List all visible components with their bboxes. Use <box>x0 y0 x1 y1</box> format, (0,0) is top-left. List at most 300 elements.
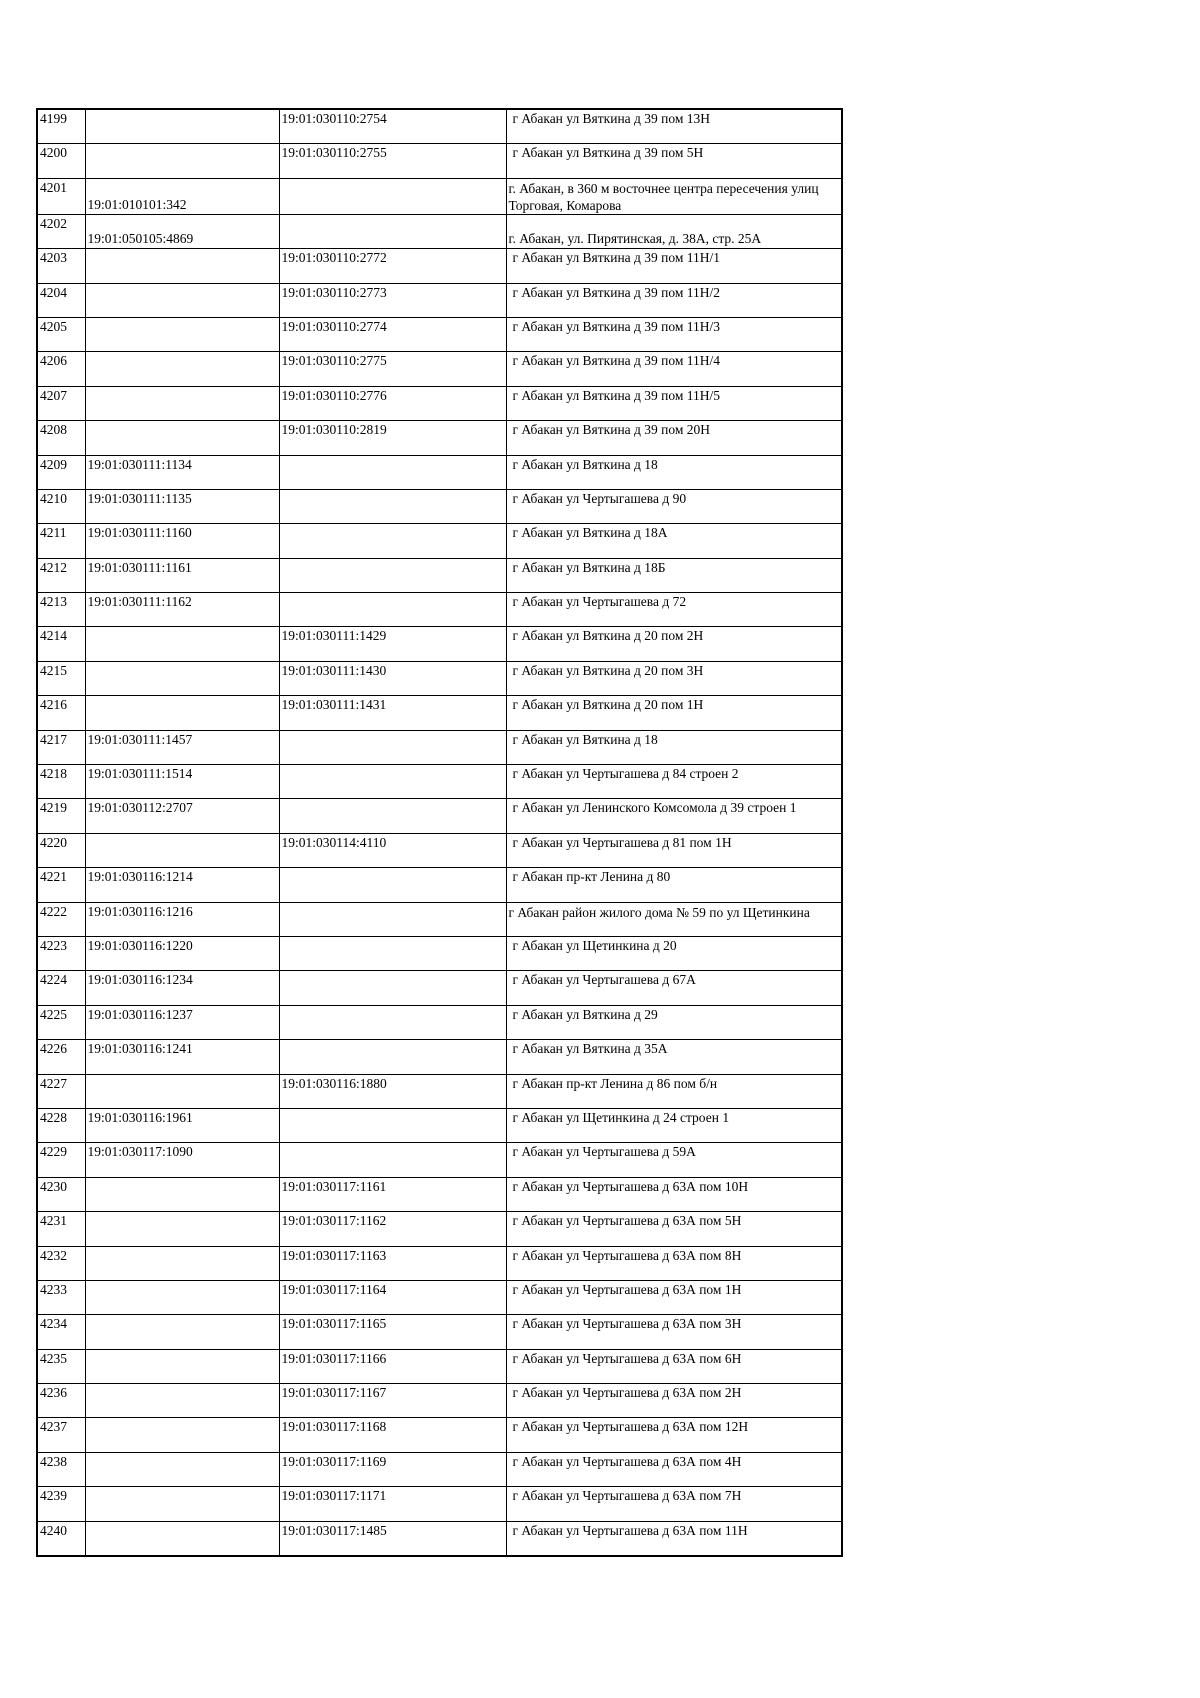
row-number: 4228 <box>40 1109 67 1125</box>
row-number: 4202 <box>40 215 67 231</box>
cadastral-number-b <box>280 524 506 525</box>
table-row <box>37 1005 842 1039</box>
cadastral-number-b: 19:01:030117:1163 <box>281 1247 387 1263</box>
table-row <box>37 1349 842 1383</box>
cadastral-number-b: 19:01:030116:1880 <box>281 1075 387 1091</box>
address: г Абакан ул Чертыгашева д 63А пом 1Н <box>512 1281 742 1297</box>
table-row <box>37 1177 842 1211</box>
row-number: 4239 <box>40 1488 67 1504</box>
cadastral-number-a-cell <box>85 1246 279 1280</box>
cadastral-number-b <box>280 731 506 732</box>
row-number-cell <box>37 1452 85 1486</box>
address-cell <box>506 730 842 764</box>
table-row <box>37 868 842 902</box>
cadastral-number-b <box>280 971 506 972</box>
row-number: 4211 <box>40 525 67 541</box>
row-number-cell <box>37 1005 85 1039</box>
cadastral-number-b: 19:01:030117:1171 <box>281 1488 387 1504</box>
row-number-cell <box>37 627 85 661</box>
cadastral-number-a-cell <box>85 1074 279 1108</box>
row-number-cell <box>37 593 85 627</box>
cadastral-number-b-cell <box>279 1452 506 1486</box>
cadastral-number-a: 19:01:010101:342 <box>87 196 187 212</box>
row-number: 4238 <box>40 1453 67 1469</box>
address: г Абакан ул Вяткина д 20 пом 2Н <box>512 628 704 644</box>
cadastral-number-b <box>280 1006 506 1007</box>
cadastral-number-a: 19:01:030116:1237 <box>87 1006 193 1022</box>
row-number-cell <box>37 489 85 523</box>
cadastral-number-a-cell <box>85 558 279 592</box>
row-number-cell <box>37 765 85 799</box>
cadastral-number-b-cell <box>279 1108 506 1142</box>
row-number: 4199 <box>40 111 67 126</box>
row-number-cell <box>37 1487 85 1521</box>
cadastral-number-a <box>86 1384 279 1385</box>
cadastral-number-a-cell <box>85 1487 279 1521</box>
cadastral-number-b-cell <box>279 1005 506 1039</box>
row-number-cell <box>37 971 85 1005</box>
cadastral-number-a <box>86 318 279 319</box>
cadastral-number-a <box>86 1281 279 1282</box>
cadastral-number-b-cell <box>279 1315 506 1349</box>
row-number-cell <box>37 178 85 214</box>
cadastral-number-a-cell <box>85 936 279 970</box>
cadastral-number-b <box>280 903 506 904</box>
row-number-cell <box>37 696 85 730</box>
cadastral-number-b <box>280 593 506 594</box>
cadastral-number-b <box>280 559 506 560</box>
table-row <box>37 249 842 283</box>
table-row <box>37 799 842 833</box>
cadastral-number-b-cell <box>279 1418 506 1452</box>
table-row <box>37 1487 842 1521</box>
address-cell <box>506 1349 842 1383</box>
address: г Абакан ул Чертыгашева д 63А пом 8Н <box>512 1247 742 1263</box>
cadastral-number-a-cell <box>85 178 279 214</box>
row-number: 4208 <box>40 422 67 438</box>
cadastral-number-b: 19:01:030117:1169 <box>281 1453 387 1469</box>
row-number-cell <box>37 214 85 248</box>
table-row <box>37 1452 842 1486</box>
cadastral-number-a: 19:01:030111:1161 <box>87 559 192 575</box>
row-number-cell <box>37 1177 85 1211</box>
cadastral-number-b-cell <box>279 1074 506 1108</box>
address-cell <box>506 765 842 799</box>
cadastral-number-b <box>280 215 506 216</box>
cadastral-number-b: 19:01:030114:4110 <box>281 834 387 850</box>
cadastral-number-a-cell <box>85 1280 279 1314</box>
row-number-cell <box>37 1143 85 1177</box>
row-number: 4235 <box>40 1350 67 1366</box>
address-cell <box>506 799 842 833</box>
cadastral-number-b <box>280 456 506 457</box>
address-cell <box>506 283 842 317</box>
cadastral-number-a-cell <box>85 593 279 627</box>
row-number-cell <box>37 1349 85 1383</box>
address-cell <box>506 1521 842 1556</box>
address-cell <box>506 144 842 178</box>
cadastral-number-b-cell <box>279 1143 506 1177</box>
address-cell <box>506 1246 842 1280</box>
cadastral-number-b-cell <box>279 1040 506 1074</box>
row-number-cell <box>37 1108 85 1142</box>
cadastral-number-a-cell <box>85 249 279 283</box>
table-row <box>37 178 842 214</box>
row-number-cell <box>37 352 85 386</box>
address-cell <box>506 1177 842 1211</box>
address-cell <box>506 868 842 902</box>
row-number: 4231 <box>40 1213 67 1229</box>
cadastral-number-a: 19:01:050105:4869 <box>87 231 194 247</box>
table-row <box>37 421 842 455</box>
row-number-cell <box>37 902 85 936</box>
cadastral-number-a <box>86 421 279 422</box>
row-number: 4233 <box>40 1281 67 1297</box>
address: г Абакан ул Вяткина д 39 пом 20Н <box>512 422 711 438</box>
row-number: 4200 <box>40 145 67 161</box>
table-row <box>37 524 842 558</box>
cadastral-number-b: 19:01:030111:1429 <box>281 628 387 644</box>
cadastral-number-a <box>86 1453 279 1454</box>
address-cell <box>506 317 842 351</box>
row-number-cell <box>37 144 85 178</box>
table-row <box>37 1384 842 1418</box>
cadastral-number-a <box>86 1522 279 1523</box>
cadastral-number-b: 19:01:030117:1166 <box>281 1350 387 1366</box>
cadastral-number-a: 19:01:030112:2707 <box>87 800 193 816</box>
cadastral-number-b-cell <box>279 1349 506 1383</box>
cadastral-number-b-cell <box>279 144 506 178</box>
cadastral-number-a: 19:01:030111:1134 <box>87 456 192 472</box>
cadastral-number-a-cell <box>85 524 279 558</box>
cadastral-number-b: 19:01:030110:2819 <box>281 422 387 438</box>
cadastral-number-b-cell <box>279 1384 506 1418</box>
address-cell <box>506 902 842 936</box>
address: г. Абакан, в 360 м восточнее центра пересечения улиц Торговая, Комарова <box>508 180 819 213</box>
cadastral-number-b <box>280 1143 506 1144</box>
row-number: 4222 <box>40 903 67 919</box>
table-row <box>37 455 842 489</box>
address-cell <box>506 971 842 1005</box>
address: г Абакан ул Чертыгашева д 63А пом 5Н <box>512 1213 742 1229</box>
table-row <box>37 489 842 523</box>
cadastral-number-b <box>280 937 506 938</box>
row-number: 4206 <box>40 353 67 369</box>
address: г Абакан ул Чертыгашева д 63А пом 4Н <box>512 1453 742 1469</box>
row-number: 4229 <box>40 1144 67 1160</box>
address-cell <box>506 489 842 523</box>
table-row <box>37 1521 842 1556</box>
cadastral-number-b-cell <box>279 524 506 558</box>
cadastral-number-b-cell <box>279 178 506 214</box>
address: г Абакан район жилого дома № 59 по ул Щетинкина <box>508 904 810 920</box>
address: г Абакан ул Вяткина д 18 <box>512 731 658 747</box>
address: г Абакан ул Чертыгашева д 63А пом 6Н <box>512 1350 742 1366</box>
address: г Абакан пр-кт Ленина д 86 пом б/н <box>512 1075 718 1091</box>
address-cell <box>506 1108 842 1142</box>
cadastral-number-b-cell <box>279 283 506 317</box>
cadastral-number-a <box>86 1075 279 1076</box>
cadastral-number-a-cell <box>85 799 279 833</box>
address-cell <box>506 1487 842 1521</box>
row-number-cell <box>37 730 85 764</box>
cadastral-number-a: 19:01:030116:1961 <box>87 1109 193 1125</box>
table-row <box>37 696 842 730</box>
property-table-body <box>37 109 842 1556</box>
cadastral-number-b: 19:01:030110:2754 <box>281 111 387 126</box>
table-row <box>37 661 842 695</box>
cadastral-number-a-cell <box>85 1418 279 1452</box>
cadastral-number-a-cell <box>85 971 279 1005</box>
row-number: 4212 <box>40 559 67 575</box>
address-cell <box>506 558 842 592</box>
row-number: 4220 <box>40 834 67 850</box>
cadastral-number-a-cell <box>85 1384 279 1418</box>
address: г Абакан ул Чертыгашева д 63А пом 10Н <box>512 1178 749 1194</box>
row-number-cell <box>37 1384 85 1418</box>
cadastral-number-a <box>86 834 279 835</box>
cadastral-number-b: 19:01:030117:1162 <box>281 1213 387 1229</box>
address: г Абакан пр-кт Ленина д 80 <box>512 869 671 885</box>
cadastral-number-b <box>280 1109 506 1110</box>
address: г Абакан ул Вяткина д 20 пом 3Н <box>512 662 704 678</box>
row-number-cell <box>37 317 85 351</box>
address-cell <box>506 1384 842 1418</box>
cadastral-number-a <box>86 1418 279 1419</box>
address-cell <box>506 627 842 661</box>
cadastral-number-b <box>280 765 506 766</box>
address: г Абакан ул Вяткина д 18 <box>512 456 658 472</box>
cadastral-number-b-cell <box>279 489 506 523</box>
row-number: 4214 <box>40 628 67 644</box>
table-row <box>37 627 842 661</box>
table-row <box>37 833 842 867</box>
cadastral-number-b-cell <box>279 971 506 1005</box>
cadastral-number-b-cell <box>279 421 506 455</box>
row-number: 4218 <box>40 766 67 782</box>
address: г Абакан ул Вяткина д 39 пом 5Н <box>512 145 704 161</box>
cadastral-number-b: 19:01:030110:2775 <box>281 353 387 369</box>
table-row <box>37 386 842 420</box>
row-number: 4215 <box>40 662 67 678</box>
cadastral-number-a-cell <box>85 1005 279 1039</box>
row-number: 4236 <box>40 1385 67 1401</box>
row-number-cell <box>37 421 85 455</box>
table-row <box>37 283 842 317</box>
address-cell <box>506 661 842 695</box>
row-number-cell <box>37 524 85 558</box>
cadastral-number-a <box>86 696 279 697</box>
table-row <box>37 593 842 627</box>
table-row <box>37 1418 842 1452</box>
cadastral-number-a-cell <box>85 1315 279 1349</box>
cadastral-number-a <box>86 662 279 663</box>
cadastral-number-a: 19:01:030117:1090 <box>87 1144 193 1160</box>
table-row <box>37 352 842 386</box>
row-number-cell <box>37 455 85 489</box>
cadastral-number-a-cell <box>85 421 279 455</box>
address-cell <box>506 1005 842 1039</box>
cadastral-number-b-cell <box>279 1177 506 1211</box>
table-row <box>37 902 842 936</box>
address-cell <box>506 178 842 214</box>
address: г Абакан ул Вяткина д 39 пом 13Н <box>512 111 711 126</box>
cadastral-number-b-cell <box>279 1246 506 1280</box>
row-number: 4207 <box>40 387 67 403</box>
cadastral-number-a <box>86 1487 279 1488</box>
cadastral-number-a <box>86 144 279 145</box>
property-table <box>36 108 843 1557</box>
table-row <box>37 1212 842 1246</box>
cadastral-number-a-cell <box>85 1349 279 1383</box>
cadastral-number-a: 19:01:030116:1234 <box>87 972 193 988</box>
cadastral-number-a: 19:01:030116:1220 <box>87 937 193 953</box>
cadastral-number-a: 19:01:030111:1135 <box>87 490 192 506</box>
address: г Абакан ул Чертыгашева д 63А пом 11Н <box>512 1522 748 1538</box>
cadastral-number-b-cell <box>279 593 506 627</box>
row-number: 4203 <box>40 250 67 266</box>
cadastral-number-a-cell <box>85 1040 279 1074</box>
table-row <box>37 1108 842 1142</box>
cadastral-number-a: 19:01:030111:1160 <box>87 525 192 541</box>
address-cell <box>506 1315 842 1349</box>
cadastral-number-b-cell <box>279 109 506 144</box>
address: г Абакан ул Чертыгашева д 84 строен 2 <box>512 766 739 782</box>
row-number-cell <box>37 833 85 867</box>
row-number-cell <box>37 283 85 317</box>
cadastral-number-a-cell <box>85 386 279 420</box>
cadastral-number-a-cell <box>85 1143 279 1177</box>
cadastral-number-b-cell <box>279 1487 506 1521</box>
cadastral-number-b: 19:01:030110:2774 <box>281 318 387 334</box>
address: г Абакан ул Вяткина д 18А <box>512 525 668 541</box>
address-cell <box>506 524 842 558</box>
row-number: 4240 <box>40 1522 67 1538</box>
address: г Абакан ул Чертыгашева д 67А <box>512 972 696 988</box>
cadastral-number-a <box>86 1350 279 1351</box>
table-row <box>37 317 842 351</box>
cadastral-number-b <box>280 179 506 180</box>
table-row <box>37 971 842 1005</box>
address: г Абакан ул Вяткина д 35А <box>512 1041 668 1057</box>
cadastral-number-a <box>86 1315 279 1316</box>
address: г Абакан ул Чертыгашева д 63А пом 3Н <box>512 1316 742 1332</box>
cadastral-number-b-cell <box>279 868 506 902</box>
row-number-cell <box>37 1418 85 1452</box>
cadastral-number-b <box>280 1040 506 1041</box>
table-row <box>37 214 842 248</box>
row-number-cell <box>37 1212 85 1246</box>
row-number-cell <box>37 386 85 420</box>
table-row <box>37 1074 842 1108</box>
table-row <box>37 1246 842 1280</box>
cadastral-number-a <box>86 627 279 628</box>
address-cell <box>506 352 842 386</box>
row-number: 4230 <box>40 1178 67 1194</box>
cadastral-number-a: 19:01:030116:1214 <box>87 869 193 885</box>
cadastral-number-a: 19:01:030116:1216 <box>87 903 193 919</box>
cadastral-number-b: 19:01:030117:1161 <box>281 1178 387 1194</box>
table-row <box>37 1040 842 1074</box>
cadastral-number-b: 19:01:030117:1168 <box>281 1419 387 1435</box>
address: г Абакан ул Вяткина д 39 пом 11Н/1 <box>512 250 721 266</box>
cadastral-number-a-cell <box>85 144 279 178</box>
cadastral-number-a-cell <box>85 455 279 489</box>
row-number: 4224 <box>40 972 67 988</box>
cadastral-number-a-cell <box>85 902 279 936</box>
cadastral-number-a: 19:01:030116:1241 <box>87 1041 193 1057</box>
cadastral-number-a-cell <box>85 1177 279 1211</box>
row-number: 4213 <box>40 594 67 610</box>
cadastral-number-a-cell <box>85 1452 279 1486</box>
cadastral-number-b-cell <box>279 1212 506 1246</box>
row-number: 4237 <box>40 1419 67 1435</box>
table-row <box>37 936 842 970</box>
address: г Абакан ул Вяткина д 39 пом 11Н/5 <box>512 387 721 403</box>
address: г Абакан ул Вяткина д 39 пом 11Н/4 <box>512 353 721 369</box>
row-number: 4209 <box>40 456 67 472</box>
cadastral-number-a: 19:01:030111:1457 <box>87 731 193 747</box>
table-row <box>37 765 842 799</box>
cadastral-number-a-cell <box>85 1108 279 1142</box>
cadastral-number-b-cell <box>279 765 506 799</box>
address-cell <box>506 936 842 970</box>
cadastral-number-a <box>86 284 279 285</box>
cadastral-number-b: 19:01:030111:1430 <box>281 662 387 678</box>
cadastral-number-b <box>280 490 506 491</box>
address: г Абакан ул Чертыгашева д 59А <box>512 1144 696 1160</box>
row-number-cell <box>37 661 85 695</box>
table-row <box>37 1143 842 1177</box>
cadastral-number-a-cell <box>85 627 279 661</box>
row-number-cell <box>37 799 85 833</box>
table-row <box>37 1315 842 1349</box>
address-cell <box>506 593 842 627</box>
table-row <box>37 109 842 144</box>
cadastral-number-b-cell <box>279 902 506 936</box>
address: г Абакан ул Щетинкина д 20 <box>512 937 677 953</box>
address-cell <box>506 833 842 867</box>
cadastral-number-b-cell <box>279 317 506 351</box>
address-cell <box>506 1143 842 1177</box>
cadastral-number-a-cell <box>85 489 279 523</box>
table-row <box>37 558 842 592</box>
cadastral-number-a <box>86 110 279 111</box>
cadastral-number-a <box>86 1247 279 1248</box>
row-number-cell <box>37 1246 85 1280</box>
cadastral-number-b: 19:01:030110:2776 <box>281 387 387 403</box>
cadastral-number-a-cell <box>85 283 279 317</box>
address: г Абакан ул Вяткина д 39 пом 11Н/2 <box>512 284 721 300</box>
row-number: 4219 <box>40 800 67 816</box>
row-number-cell <box>37 1040 85 1074</box>
address: г Абакан ул Вяткина д 20 пом 1Н <box>512 697 704 713</box>
address-cell <box>506 1452 842 1486</box>
row-number-cell <box>37 1315 85 1349</box>
address-cell <box>506 1074 842 1108</box>
cadastral-number-b-cell <box>279 730 506 764</box>
row-number: 4226 <box>40 1041 67 1057</box>
table-row <box>37 144 842 178</box>
cadastral-number-b-cell <box>279 455 506 489</box>
cadastral-number-b-cell <box>279 627 506 661</box>
cadastral-number-a <box>86 1212 279 1213</box>
cadastral-number-b <box>280 868 506 869</box>
row-number-cell <box>37 1521 85 1556</box>
cadastral-number-a-cell <box>85 661 279 695</box>
row-number-cell <box>37 1280 85 1314</box>
row-number: 4210 <box>40 490 67 506</box>
